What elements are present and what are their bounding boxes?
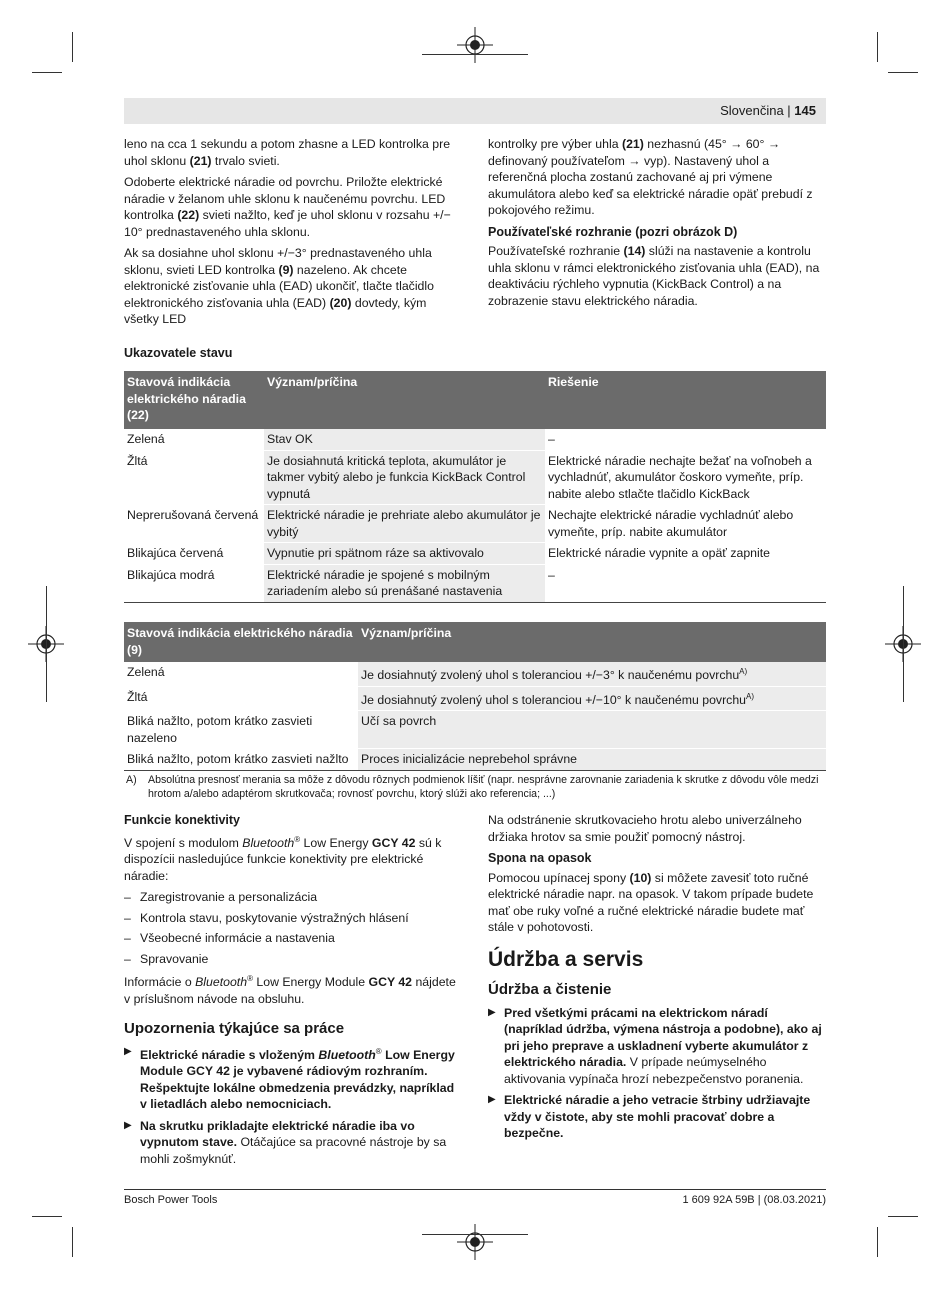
table-cell: Elektrické náradie je prehriate alebo akumulátor je vybitý [264,505,545,543]
crop-mark [888,1216,918,1217]
table-cell: Proces inicializácie neprebehol správne [358,749,826,771]
top-left-column [124,136,464,333]
section-heading: Používateľské rozhranie (pozri obrázok D) [488,224,738,239]
table-row [124,662,826,686]
triangle-bullet-icon: ▶ [124,1045,132,1057]
table-cell: Stav OK [264,429,545,450]
status-table-9 [124,622,826,771]
maintenance-heading: Údržba a servis [488,947,644,971]
list-item: ▶ Pred všetkými prácami na elektrickom náradí (napríklad údržba, výmena nástroja a podobne), ako aj pri jeho preprave a uskladnení vyberte akumulátor z elektrického náradia. V prípade neúmyselného aktivovania vypínača hrozí nebezpečenstvo poranenia. [488,1005,822,1086]
paragraph: leno na cca 1 sekundu a potom zhasne a LED kontrolka pre uhol sklonu (21) trvalo svieti. [124,137,451,168]
table-row [124,429,826,450]
page-header [124,98,826,124]
crop-mark [877,1227,878,1257]
paragraph: Pomocou upínacej spony (10) si môžete zavesiť toto ručné elektrické náradie napr. na opasok. V takom prípade budete mať obe ruky voľné a ručné elektrické náradie budete mať stále v pohotovosti. [488,870,814,934]
table-cell: Žltá [124,450,264,505]
footnote-text: Absolútna presnosť merania sa môže z dôvodu rôznych podmienok líšiť (napr. nesprávne zarovnanie zariadenia k skrutke z dôvodu vôle medzi hrotom a/alebo adaptérom skrutkovača; rovnosť povrchu, ktorý slúži ako referencia; ...) [148,774,819,800]
footer-left: Bosch Power Tools [124,1194,218,1206]
crop-mark [422,54,528,55]
table-row [124,749,826,771]
table-row [124,505,826,543]
list-item: ▶ Elektrické náradie a jeho vetracie štrbiny udržiavajte vždy v čistote, aby ste mohli pracovať dobre a bezpečne. [488,1093,811,1140]
page-number: 145 [794,103,816,118]
table-cell: Elektrické náradie vypnite a opäť zapnite [545,543,826,565]
crop-mark [422,1234,528,1235]
table-cell: Bliká nažlto, potom krátko zasvieti nažlto [124,749,358,771]
footer-right: 1 609 92A 59B | (08.03.2021) [682,1194,826,1206]
triangle-bullet-icon: ▶ [488,1006,496,1018]
top-right-column [488,136,824,314]
crop-mark [877,32,878,62]
paragraph: kontrolky pre výber uhla (21) nezhasnú (45° → 60° → definovaný používateľom → vyp). Nastavený uhol a referenčná plocha zostanú zachované aj pri výmene akumulátora alebo keď sa elektrické náradie opäť prebudí z pokojového režimu. [488,137,813,217]
crop-mark [32,72,62,73]
list-item: – Zaregistrovanie a personalizácia [124,889,464,906]
header-language: Slovenčina [720,103,784,118]
triangle-bullet-icon: ▶ [488,1094,496,1105]
table-cell: Zelená [124,429,264,450]
table-row [124,564,826,602]
header-language-page: Slovenčina | 145 [720,103,816,118]
table-cell: – [545,429,826,450]
paragraph: Odoberte elektrické náradie od povrchu. Priložte elektrické náradie v želanom uhle sklonu k naučenému povrchu. LED kontrolka (22) svieti nažlto, keď je uhol sklonu v rozsahu +/− 10° prednastaveného uhla sklonu. [124,175,451,239]
table-cell: Bliká nažlto, potom krátko zasvieti nazeleno [124,711,358,749]
table-row [124,686,826,711]
table-footnote [124,773,826,801]
paragraph: Ak sa dosiahne uhol sklonu +/−3° prednastaveného uhla sklonu, svieti LED kontrolka (9) nazeleno. Ak chcete elektronické zisťovanie uhla (EAD) ukončiť, tlačte tlačidlo elektronického zisťovania uhla (EAD) (20) dovtedy, kým všetky LED [124,246,434,326]
table-header-cell: Stavová indikácia elektrického náradia (22) [124,371,264,429]
table-cell: Zelená [124,662,358,686]
crop-mark [72,32,73,62]
table-cell: Blikajúca červená [124,543,264,565]
table-header-cell: Význam/príčina [358,622,826,662]
table-cell: Je dosiahnutá kritická teplota, akumulátor je takmer vybitý alebo je funkcia KickBack Control vypnutá [264,450,545,505]
connectivity-heading: Funkcie konektivity [124,813,241,827]
table-header-row [124,622,826,662]
list-item: – Kontrola stavu, poskytovanie výstražných hlásení [124,910,464,927]
table-header-cell: Význam/príčina [264,371,545,429]
list-item: ▶ Elektrické náradie s vloženým Bluetooth® Low Energy Module GCY 42 je vybavené rádiovým rozhraním. Rešpektujte lokálne obmedzenia prevádzky, napríklad v lietadlách alebo nemocniciach. [124,1045,455,1112]
table-cell: – [545,564,826,602]
list-item: ▶ Na skrutku prikladajte elektrické náradie iba vo vypnutom stave. Otáčajúce sa pracovné nástroje by sa mohli zošmyknúť. [124,1118,447,1166]
maintenance-list [488,1005,824,1142]
list-item: – Spravovanie [124,951,464,968]
table-row [124,450,826,505]
table-cell: Žltá [124,686,358,711]
crop-mark [32,1216,62,1217]
work-notes-list [124,1044,464,1168]
paragraph: Na odstránenie skrutkovacieho hrotu alebo univerzálneho držiaka hrotov sa smie použiť pomocný nástroj. [488,813,802,844]
crop-mark [46,586,47,702]
lower-right-column [488,812,824,1147]
crop-mark [888,72,918,73]
triangle-bullet-icon: ▶ [124,1119,132,1131]
crop-mark [903,586,904,702]
table-row [124,711,826,749]
table-cell: Neprerušovaná červená [124,505,264,543]
paragraph: Používateľské rozhranie (14) slúži na nastavenie a kontrolu uhla sklonu v rámci elektronického zisťovania uhla (EAD), na deaktiváciu rýchleho vypnutia (KickBack Control) a na zobrazenie stavu elektrického náradia. [488,244,820,308]
table-cell: Učí sa povrch [358,711,826,749]
paragraph: Informácie o Bluetooth® Low Energy Module GCY 42 nájdete v príslušnom návode na obsluhu. [124,974,456,1006]
registration-mark-top-icon [457,27,493,63]
table-cell: Vypnutie pri spätnom ráze sa aktivovalo [264,543,545,565]
table-header-row [124,371,826,429]
lower-left-column [124,812,464,1172]
cleaning-heading: Údržba a čistenie [488,981,612,998]
table-header-cell: Riešenie [545,371,826,429]
table-row [124,543,826,565]
status-table-22 [124,371,826,603]
status-heading: Ukazovatele stavu [124,346,233,360]
footnote-label: A) [126,774,137,786]
table-cell: Je dosiahnutý zvolený uhol s toleranciou +/−10° k naučenému povrchu$^{A)}$ [358,686,826,711]
table-cell: Je dosiahnutý zvolený uhol s toleranciou +/−3° k naučenému povrchu$^{A)}$ [358,662,826,686]
table-cell: Blikajúca modrá [124,564,264,602]
connectivity-list [124,889,464,967]
work-notes-heading: Upozornenia týkajúce sa práce [124,1020,345,1038]
table-cell: Nechajte elektrické náradie vychladnúť alebo vymeňte, príp. nabite akumulátor [545,505,826,543]
clip-heading: Spona na opasok [488,851,592,865]
table-cell: Elektrické náradie je spojené s mobilným zariadením alebo sú prenášané nastavenia [264,564,545,602]
paragraph: V spojení s modulom Bluetooth® Low Energy GCY 42 sú k dispozícii nasledujúce funkcie konektivity pre elektrické náradie: [124,834,442,883]
list-item: – Všeobecné informácie a nastavenia [124,930,464,947]
registration-mark-bottom-icon [457,1224,493,1260]
table-header-cell: Stavová indikácia elektrického náradia (9) [124,622,358,662]
table-cell: Elektrické náradie nechajte bežať na voľnobeh a vychladnúť, akumulátor čoskoro vymeňte, príp. nabite alebo stlačte tlačidlo KickBack [545,450,826,505]
footer-rule [124,1189,826,1190]
crop-mark [72,1227,73,1257]
